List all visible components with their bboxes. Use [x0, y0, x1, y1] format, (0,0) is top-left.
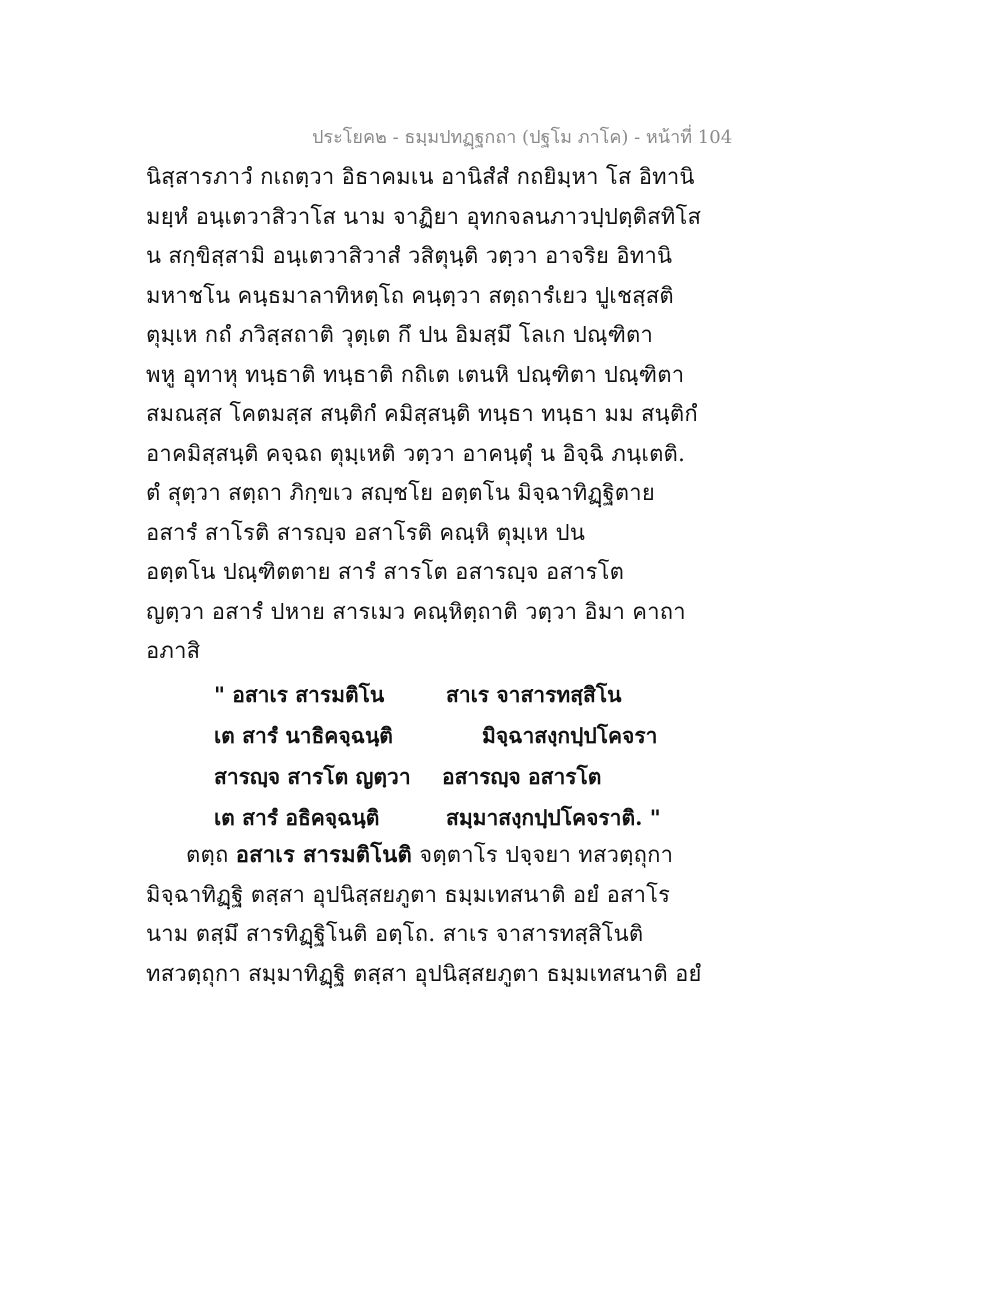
verse-first-half: เต สารํ นาธิคจฺฉนฺติ: [214, 723, 393, 748]
commentary-block: [146, 836, 706, 994]
commentary-prefix: ตตฺถ: [186, 843, 236, 868]
verse-second-half: สาเร จาสารทสฺสิโน: [446, 682, 622, 707]
text-line: อตฺตโน ปณฺฑิตตาย สารํ สารโต อสารญฺจ อสารโต: [146, 560, 625, 585]
text-line: ตุมฺเห กถํ ภวิสฺสถาติ วุตฺเต กึ ปน อิมสฺมึ โลเก ปณฺฑิตา: [146, 323, 654, 348]
verse-row: [214, 756, 674, 797]
commentary-suffix: จตฺตาโร ปจฺจยา ทสวตฺถุกา: [412, 843, 674, 868]
text-line: นาม ตสฺมึ สารทิฏฺฐิโนติ อตฺโถ. สาเร จาสารทสฺสิโนติ: [146, 922, 644, 947]
verse-second-half: มิจฺฉาสงฺกปฺปโคจรา: [482, 723, 658, 748]
verse-block: [214, 674, 674, 838]
verse-second-half: สมฺมาสงฺกปฺปโคจราติ. ": [446, 805, 661, 830]
running-header: ประโยค๒ - ธมฺมปทฏฺฐกถา (ปฐโม ภาโค) - หน้าที่ 104: [312, 127, 733, 148]
text-line: สมณสฺส โคตมสฺส สนฺติกํ คมิสฺสนฺติ ทนฺธา ทนฺธา มม สนฺติกํ: [146, 402, 698, 427]
text-line: มิจฺฉาทิฏฺฐิ ตสฺสา อุปนิสฺสยภูตา ธมฺมเทสนาติ อยํ อสาโร: [146, 882, 671, 908]
text-line: ตํ สุตฺวา สตฺถา ภิกฺขเว สญฺชโย อตฺตโน มิจฺฉาทิฏฺฐิตาย: [146, 481, 655, 506]
text-line: นิสฺสารภาวํ กเถตฺวา อิธาคมเน อานิสํสํ กถยิมฺหา โส อิทานิ: [146, 165, 695, 190]
text-line: ทสวตฺถุกา สมฺมาทิฏฺฐิ ตสฺสา อุปนิสฺสยภูตา ธมฺมเทสนาติ อยํ: [146, 961, 702, 987]
commentary-lemma: อสาเร สารมติโนติ: [235, 842, 413, 868]
text-line: ญตฺวา อสารํ ปหาย สารเมว คณฺหิตฺถาติ วตฺวา อิมา คาถา: [146, 599, 686, 625]
text-line: มหาชโน คนฺธมาลาทิหตฺโถ คนฺตฺวา สตฺถารํเยว ปูเชสฺสติ: [146, 283, 674, 309]
verse-first-half: สารญฺจ สารโต ญตฺวา: [214, 764, 411, 789]
verse-row: [214, 674, 674, 715]
text-line: อภาสิ: [146, 639, 201, 664]
text-line: อาคมิสฺสนฺติ คจฺฉถ ตุมฺเหติ วตฺวา อาคนฺตุํ น อิจฺฉิ ภนฺเตติ.: [146, 441, 686, 467]
verse-row: [214, 797, 674, 838]
text-line: น สกฺขิสฺสามิ อนฺเตวาสิวาสํ วสิตุนฺติ วตฺวา อาจริย อิทานิ: [146, 244, 673, 269]
verse-first-half: " อสาเร สารมติโน: [214, 682, 385, 707]
prose-block: [146, 158, 706, 672]
verse-first-half: เต สารํ อธิคจฺฉนฺติ: [214, 805, 380, 830]
text-line: พหู อุทาหุ ทนฺธาติ ทนฺธาติ กถิเต เตนหิ ปณฺฑิตา ปณฺฑิตา: [146, 362, 685, 388]
text-line: อสารํ สาโรติ สารญฺจ อสาโรติ คณฺหิ ตุมฺเห ปน: [146, 520, 586, 546]
text-line: มยฺหํ อนฺเตวาสิวาโส นาม จาฏิยา อุทกจลนภาวปฺปตฺติสทิโส: [146, 204, 702, 230]
verse-second-half: อสารญฺจ อสารโต: [442, 764, 602, 789]
verse-row: [214, 715, 674, 756]
commentary-first-line: [146, 836, 706, 876]
